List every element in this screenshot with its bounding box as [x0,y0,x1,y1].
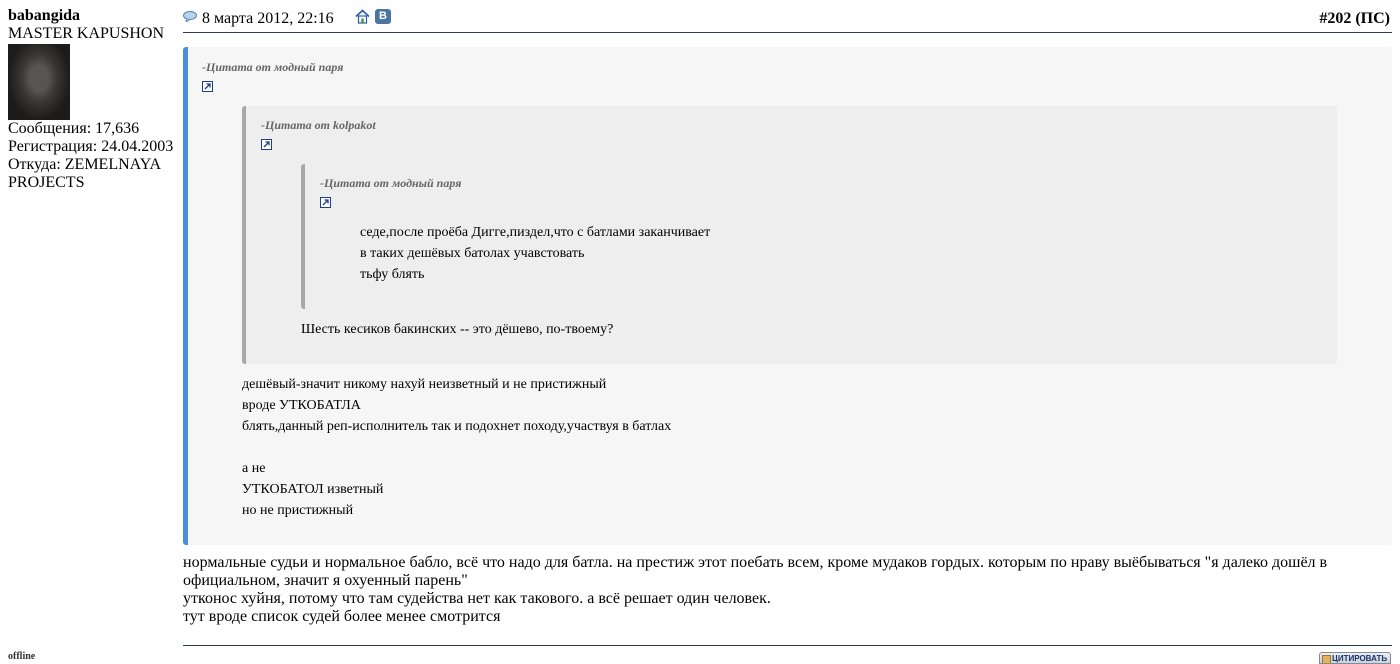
post-header [183,8,1392,33]
home-icon[interactable] [355,9,370,24]
post-text: утконос хуйня, потому что там судейства нет как такового. а всё решает один человек. [183,590,771,607]
quote-text: седе,после проёба Дигге,пиздел,что с батлами заканчивает в таких дешёвых батолах учавстовать тьфу блять [360,225,711,282]
quote-text: Шесть кесиков бакинских -- это дёшево, по-твоему? [301,322,614,337]
quote-author: -Цитата от модный паря [320,176,462,190]
user-location: Откуда: ZEMELNAYA [8,156,162,173]
quote-source-link-icon[interactable] [202,81,213,92]
post-text: нормальные судьи и нормальное бабло, всё что надо для батла. на престиж этот поебать всем, кроме мудаков гордых. которым по нраву выёбываться "я далеко дошёл в официальном, значит я охуенный парень" [183,554,1328,589]
quote-source-link-icon[interactable] [261,139,272,150]
post-text: тут вроде список судей более менее смотрится [183,608,501,625]
user-location-cont: PROJECTS [8,174,85,191]
speech-bubble-icon [183,11,197,22]
quote-author: -Цитата от модный паря [202,60,344,74]
user-info [8,7,178,192]
quote-text: дешёвый-значит никому нахуй неизветный и не пристижный вроде УТКОБАТЛА блять,данный реп-исполнитель так и подохнет походу,участвуя в батлах а не УТКОБАТОЛ изветный но не пристижный [242,377,672,518]
post-date: 8 марта 2012, 22:16 [202,10,334,27]
online-status: offline [8,651,36,662]
user-registered: Регистрация: 24.04.2003 [8,138,174,155]
user-messages: Сообщения: 17,636 [8,120,140,137]
post-body [183,554,1353,626]
avatar[interactable] [8,44,70,120]
post-number-link[interactable]: #202 (ПС) [1319,10,1390,27]
quote-author: -Цитата от kolpakot [261,118,376,132]
user-title: MASTER KAPUSHON [8,25,165,42]
username-link[interactable]: babangida [8,7,81,24]
post-footer-divider [183,645,1392,646]
quote-source-link-icon[interactable] [320,197,331,208]
quote-button[interactable]: ЦИТИРОВАТЬ [1319,652,1391,664]
vk-share-icon[interactable]: В [375,9,391,24]
